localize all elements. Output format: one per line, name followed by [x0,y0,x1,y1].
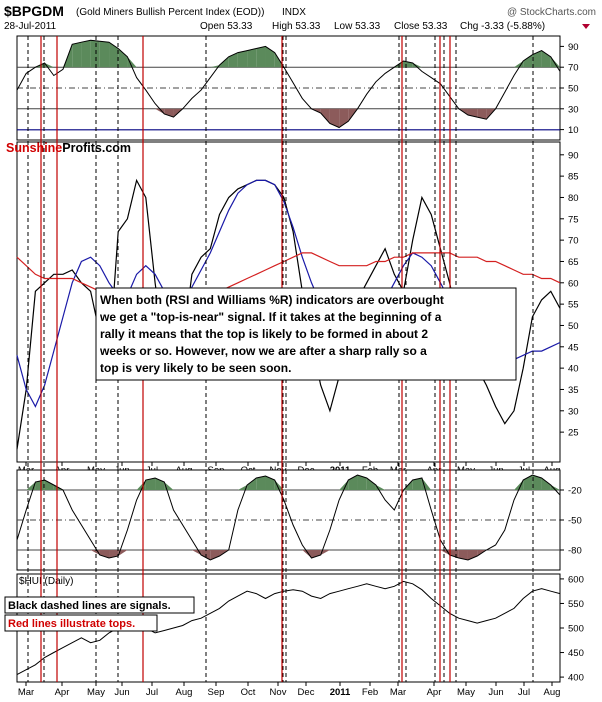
rsi-overbought-fill [100,41,109,67]
xtick-label: Oct [240,687,256,698]
rsi-ytick-label: 90 [568,41,579,53]
watermark-red: Sunshine [6,141,63,155]
hui-ytick-label: 600 [568,574,584,586]
rsi-overbought-fill [91,40,100,67]
rsi-overbought-fill [72,42,81,67]
watermark [6,141,131,155]
chart-header [4,3,596,32]
rsi-overbought-fill [247,48,256,67]
hui-panel [17,574,584,698]
xtick-label: Aug [175,687,193,698]
xtick-label: May [457,687,475,698]
xtick-label: Nov [269,687,287,698]
explanation-line: rally it means that the top is likely to be formed in about 2 [100,327,429,341]
hui-ytick-label: 500 [568,623,584,635]
explanation-line: top is very likely to be seen soon. [100,361,292,375]
williams-panel [17,470,582,570]
rsi-overbought-fill [81,40,90,67]
xtick-label: Apr [54,687,70,698]
main-ytick-label: 60 [568,278,579,290]
hui-ytick-label: 400 [568,672,584,684]
xtick-label: Jun [114,687,130,698]
xtick-label: Jul [145,687,159,698]
xtick-label: Sep [207,687,225,698]
main-ytick-label: 90 [568,150,579,162]
hui-title: $HUI (Daily) [19,576,74,587]
legend-black: Black dashed lines are signals. [8,600,171,612]
index-name-label: (Gold Miners Bullish Percent Index (EOD)) [76,7,265,18]
williams-ytick-label: -50 [568,515,582,527]
credit-label: @ StockCharts.com [506,7,596,18]
explanation-line: we get a "top-is-near" signal. If it takes at the beginning of a [100,310,442,324]
open-label: Open 53.33 [200,21,253,32]
main-ytick-label: 35 [568,384,579,396]
explanation-line: When both (RSI and Williams %R) indicators are overbought [100,293,444,307]
main-ytick-label: 65 [568,256,579,268]
rsi-overbought-fill [238,51,247,68]
main-ytick-label: 75 [568,214,579,226]
date-label: 28-Jul-2011 [4,21,57,32]
watermark-black: Profits.com [62,141,132,155]
rsi-ytick-label: 70 [568,62,579,74]
main-ytick-label: 25 [568,427,579,439]
rsi-panel [17,36,579,140]
xtick-label: Jul [517,687,531,698]
williams-ytick-label: -80 [568,545,582,557]
williams-ytick-label: -20 [568,485,582,497]
main-ytick-label: 30 [568,406,579,418]
hui-ytick-label: 450 [568,648,584,660]
xtick-label: May [87,687,105,698]
xtick-label: Apr [426,687,442,698]
main-ytick-label: 50 [568,320,579,332]
xtick-label: Mar [17,687,35,698]
main-ytick-label: 45 [568,342,579,354]
main-ytick-label: 85 [568,171,579,183]
xtick-label: Aug [543,687,561,698]
down-arrow-icon [582,24,590,29]
main-ytick-label: 70 [568,235,579,247]
main-ytick-label: 55 [568,299,579,311]
hui-ytick-label: 550 [568,598,584,610]
xtick-label: Mar [389,687,407,698]
rsi-ytick-label: 50 [568,83,579,95]
high-label: High 53.33 [272,21,321,32]
explanation-line: weeks or so. However, now we are after a sharp rally so a [100,344,427,358]
exchange-label: INDX [282,7,306,18]
close-label: Close 53.33 [394,21,448,32]
xtick-label: 2011 [329,687,351,698]
symbol-label: $BPGDM [4,3,64,19]
change-label: Chg -3.33 (-5.88%) [460,21,546,32]
xtick-label: Jun [488,687,504,698]
rsi-overbought-fill [256,46,265,67]
main-ytick-label: 80 [568,192,579,204]
rsi-ytick-label: 10 [568,125,579,137]
xtick-label: Dec [297,687,315,698]
rsi-ytick-label: 30 [568,104,579,116]
low-label: Low 53.33 [334,21,381,32]
main-ytick-label: 40 [568,363,579,375]
legend-red: Red lines illustrate tops. [8,618,136,630]
xtick-label: Feb [361,687,379,698]
